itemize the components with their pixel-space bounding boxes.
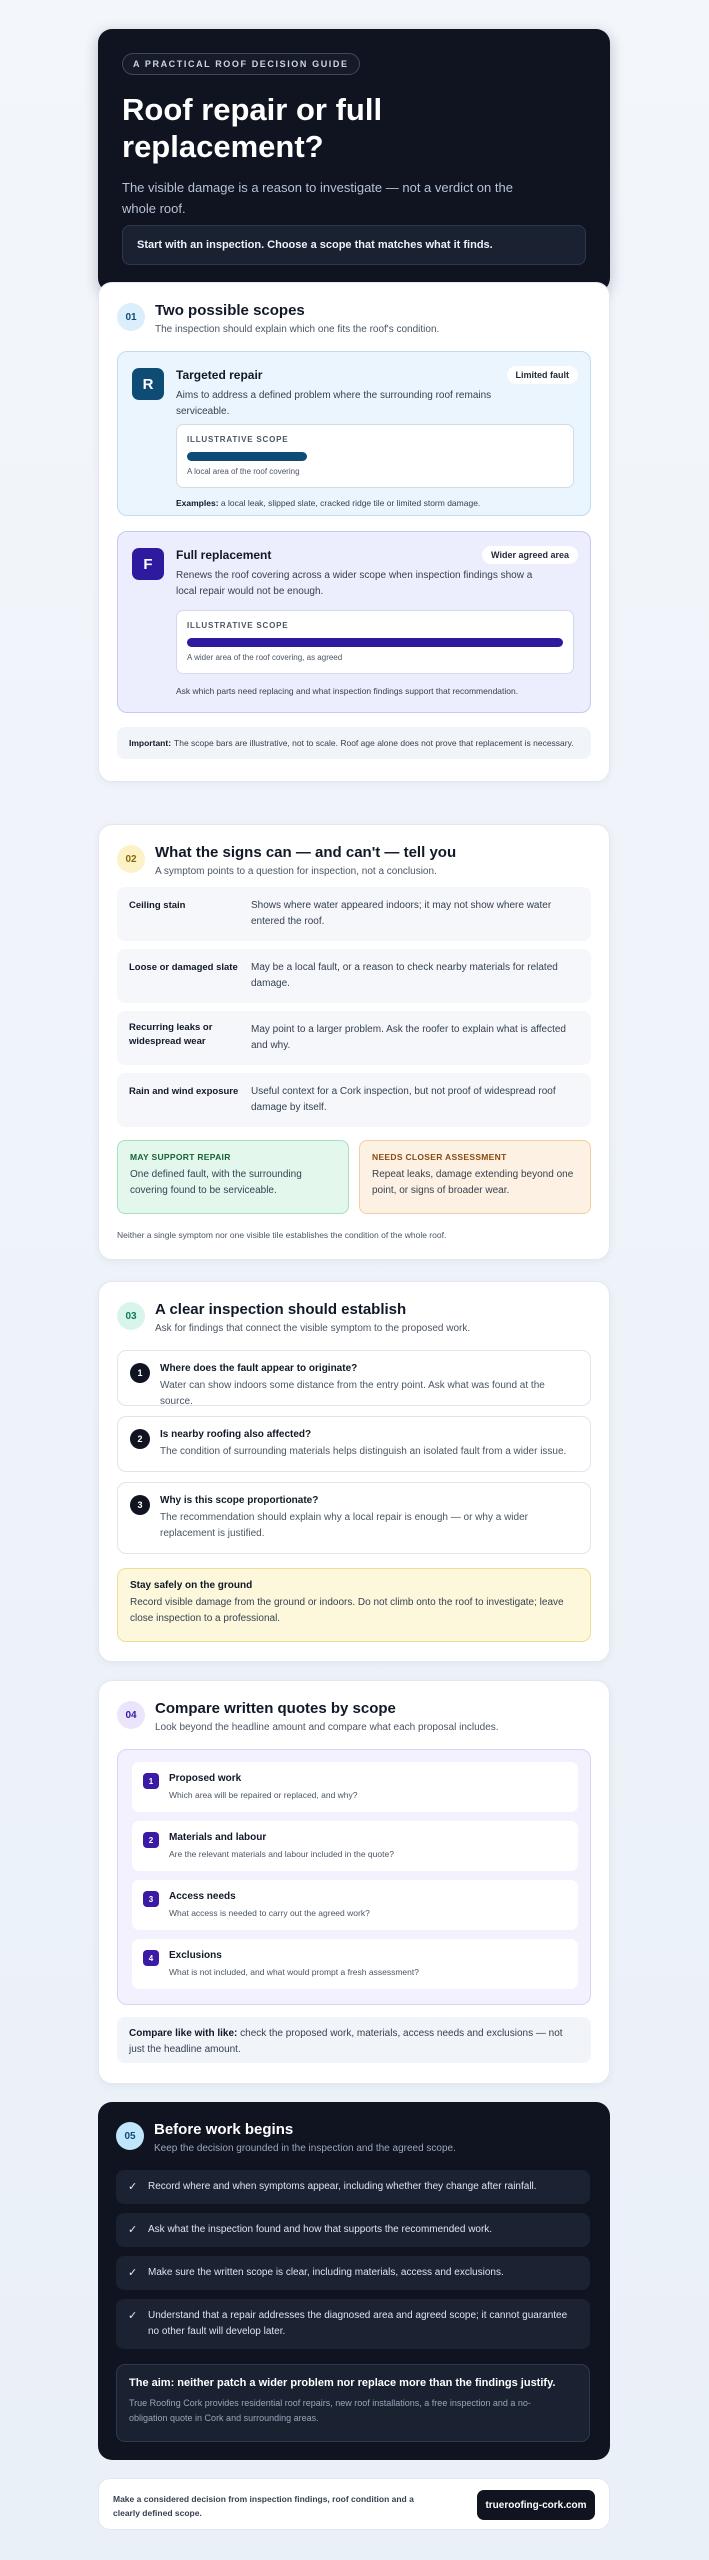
aim-body: True Roofing Cork provides residential roof repairs, new roof installations, a free inspection and a no-obligation quote in Cork and surrounding areas. [129, 2398, 531, 2423]
question-number: 2 [130, 1429, 150, 1449]
quote-item [132, 1880, 578, 1930]
sign-description: May be a local fault, or a reason to check nearby materials for related damage. [251, 962, 558, 989]
quote-description: What access is needed to carry out the agreed work? [169, 1908, 370, 1918]
question-title: Why is this scope proportionate? [160, 1495, 319, 1506]
signs-footnote: Neither a single symptom nor one visible tile establishes the condition of the whole roof. [117, 1230, 447, 1240]
quote-description: Are the relevant materials and labour included in the quote? [169, 1849, 394, 1859]
section-signs [98, 824, 610, 1260]
verdict-title: MAY SUPPORT REPAIR [130, 1152, 231, 1162]
quote-checklist [117, 1749, 591, 2005]
scope-badge: Limited fault [507, 366, 579, 384]
check-icon: ✓ [128, 2181, 138, 2193]
scope-full-replacement [117, 531, 591, 713]
sign-row [117, 887, 591, 941]
hero-title: Roof repair or full replacement? [122, 92, 383, 164]
section-number: 04 [117, 1701, 145, 1729]
box-caption: A wider area of the roof covering, as agreed [187, 653, 343, 662]
inspection-question [117, 1416, 591, 1472]
compare-text: check the proposed work, materials, access needs and exclusions — not just the headline amount. [129, 2028, 563, 2055]
aim-title: The aim: neither patch a wider problem nor replace more than the findings justify. [129, 2377, 556, 2389]
needs-closer-assessment-box [359, 1140, 591, 1214]
hero-subtitle: The visible damage is a reason to investigate — not a verdict on the whole roof. [122, 180, 513, 216]
scope-targeted-repair [117, 351, 591, 516]
website-link-button[interactable]: trueroofing-cork.com [477, 2490, 595, 2520]
footer-text: Make a considered decision from inspection findings, roof condition and a clearly defined scope. [113, 2494, 414, 2518]
quote-title: Access needs [169, 1891, 236, 1902]
checklist-item [116, 2213, 590, 2247]
sign-description: May point to a larger problem. Ask the roofer to explain what is affected and why. [251, 1024, 566, 1051]
sign-name: Ceiling stain [129, 900, 186, 911]
section-before-work [98, 2102, 610, 2460]
scope-bar-track [187, 452, 563, 461]
check-icon: ✓ [128, 2224, 138, 2236]
question-number: 3 [130, 1495, 150, 1515]
section-number: 05 [116, 2122, 144, 2150]
question-description: The recommendation should explain why a local repair is enough — or why a wider replacement is justified. [160, 1512, 528, 1539]
quote-item [132, 1939, 578, 1989]
box-label: ILLUSTRATIVE SCOPE [187, 435, 289, 444]
compare-label: Compare like with like: [129, 2028, 238, 2039]
quote-number: 1 [143, 1773, 159, 1789]
aim-box [116, 2364, 590, 2442]
box-caption: A local area of the roof covering [187, 467, 300, 476]
scope-bar-fill [187, 638, 563, 647]
safety-body: Record visible damage from the ground or indoors. Do not climb onto the roof to investigate; leave close inspection to a professional. [130, 1597, 564, 1624]
section-quotes [98, 1680, 610, 2084]
hero [98, 29, 610, 292]
checklist-item [116, 2299, 590, 2349]
section-inspection [98, 1281, 610, 1662]
section-subtitle: Look beyond the headline amount and compare what each proposal includes. [155, 1722, 499, 1733]
scope-description: Aims to address a defined problem where the surrounding roof remains serviceable. [176, 390, 492, 417]
checklist-text: Understand that a repair addresses the diagnosed area and agreed scope; it cannot guarantee no other fault will develop later. [148, 2310, 568, 2337]
verdict-body: One defined fault, with the surrounding covering found to be serviceable. [130, 1169, 302, 1196]
scope-examples [176, 498, 480, 508]
section-two-scopes [98, 282, 610, 782]
section-header [116, 2120, 456, 2154]
footer [98, 2478, 610, 2530]
important-text: The scope bars are illustrative, not to scale. Roof age alone does not prove that replacement is necessary. [174, 738, 574, 748]
checklist-item [116, 2256, 590, 2290]
sign-row [117, 949, 591, 1003]
question-description: Water can show indoors some distance from the entry point. Ask what was found at the source. [160, 1380, 545, 1407]
sign-row [117, 1073, 591, 1127]
compare-note [117, 2017, 591, 2063]
scope-badge: Wider agreed area [482, 546, 578, 564]
section-header [117, 1300, 470, 1334]
scope-bar-fill [187, 452, 307, 461]
question-title: Is nearby roofing also affected? [160, 1429, 312, 1440]
quote-item [132, 1821, 578, 1871]
quote-title: Materials and labour [169, 1832, 267, 1843]
sign-row [117, 1011, 591, 1065]
inspection-question [117, 1350, 591, 1406]
examples-text: a local leak, slipped slate, cracked ridge tile or limited storm damage. [220, 498, 481, 508]
important-label: Important: [129, 738, 172, 748]
section-title: Compare written quotes by scope [155, 1700, 396, 1717]
section-header [117, 1699, 499, 1733]
checklist-item [116, 2170, 590, 2204]
hero-kicker: A PRACTICAL ROOF DECISION GUIDE [122, 53, 360, 75]
safety-title: Stay safely on the ground [130, 1580, 253, 1591]
check-icon: ✓ [128, 2310, 138, 2322]
section-header [117, 843, 456, 877]
section-number: 03 [117, 1302, 145, 1330]
sign-name: Loose or damaged slate [129, 962, 238, 973]
checklist-text: Ask what the inspection found and how that supports the recommended work. [148, 2224, 493, 2235]
sign-name: Recurring leaks or widespread wear [129, 1022, 213, 1047]
question-description: The condition of surrounding materials helps distinguish an isolated fault from a wider issue. [160, 1446, 567, 1457]
quote-title: Exclusions [169, 1950, 222, 1961]
scope-letter-icon: R [132, 368, 164, 400]
safety-note [117, 1568, 591, 1642]
inspection-question [117, 1482, 591, 1554]
scope-bar-track [187, 638, 563, 647]
important-note [117, 727, 591, 759]
section-title: Before work begins [154, 2121, 294, 2138]
section-subtitle: Keep the decision grounded in the inspection and the agreed scope. [154, 2143, 456, 2154]
section-subtitle: A symptom points to a question for inspection, not a conclusion. [155, 866, 437, 877]
question-number: 1 [130, 1363, 150, 1383]
verdict-body: Repeat leaks, damage extending beyond one point, or signs of broader wear. [372, 1169, 574, 1196]
check-icon: ✓ [128, 2267, 138, 2279]
sign-name: Rain and wind exposure [129, 1086, 239, 1097]
section-title: Two possible scopes [155, 302, 305, 319]
illustrative-scope-box [176, 610, 574, 674]
quote-item [132, 1762, 578, 1812]
quote-title: Proposed work [169, 1773, 242, 1784]
section-number: 01 [117, 303, 145, 331]
quote-description: Which area will be repaired or replaced, and why? [169, 1790, 358, 1800]
sign-description: Shows where water appeared indoors; it may not show where water entered the roof. [251, 900, 552, 927]
quote-number: 2 [143, 1832, 159, 1848]
scope-advice: Ask which parts need replacing and what inspection findings support that recommendation. [176, 686, 519, 696]
illustrative-scope-box [176, 424, 574, 488]
checklist-text: Record where and when symptoms appear, including whether they change after rainfall. [148, 2181, 537, 2192]
question-title: Where does the fault appear to originate? [160, 1363, 358, 1374]
examples-label: Examples: [176, 498, 219, 508]
scope-description: Renews the roof covering across a wider scope when inspection findings show a local repair would not be enough. [176, 570, 533, 597]
may-support-repair-box [117, 1140, 349, 1214]
hero-cta: Start with an inspection. Choose a scope that matches what it finds. [122, 225, 586, 265]
box-label: ILLUSTRATIVE SCOPE [187, 621, 289, 630]
verdict-title: NEEDS CLOSER ASSESSMENT [372, 1152, 507, 1162]
sign-description: Useful context for a Cork inspection, but not proof of widespread roof damage by itself. [251, 1086, 556, 1113]
section-subtitle: The inspection should explain which one fits the roof's condition. [155, 324, 440, 335]
quote-number: 3 [143, 1891, 159, 1907]
checklist-text: Make sure the written scope is clear, including materials, access and exclusions. [148, 2267, 504, 2278]
scope-letter-icon: F [132, 548, 164, 580]
section-title: A clear inspection should establish [155, 1301, 407, 1318]
quote-description: What is not included, and what would prompt a fresh assessment? [169, 1967, 419, 1977]
section-title: What the signs can — and can't — tell you [155, 844, 457, 861]
section-header [117, 301, 439, 335]
scope-title: Full replacement [176, 548, 272, 562]
quote-number: 4 [143, 1950, 159, 1966]
scope-title: Targeted repair [176, 368, 263, 382]
section-subtitle: Ask for findings that connect the visible symptom to the proposed work. [155, 1323, 471, 1334]
section-number: 02 [117, 845, 145, 873]
